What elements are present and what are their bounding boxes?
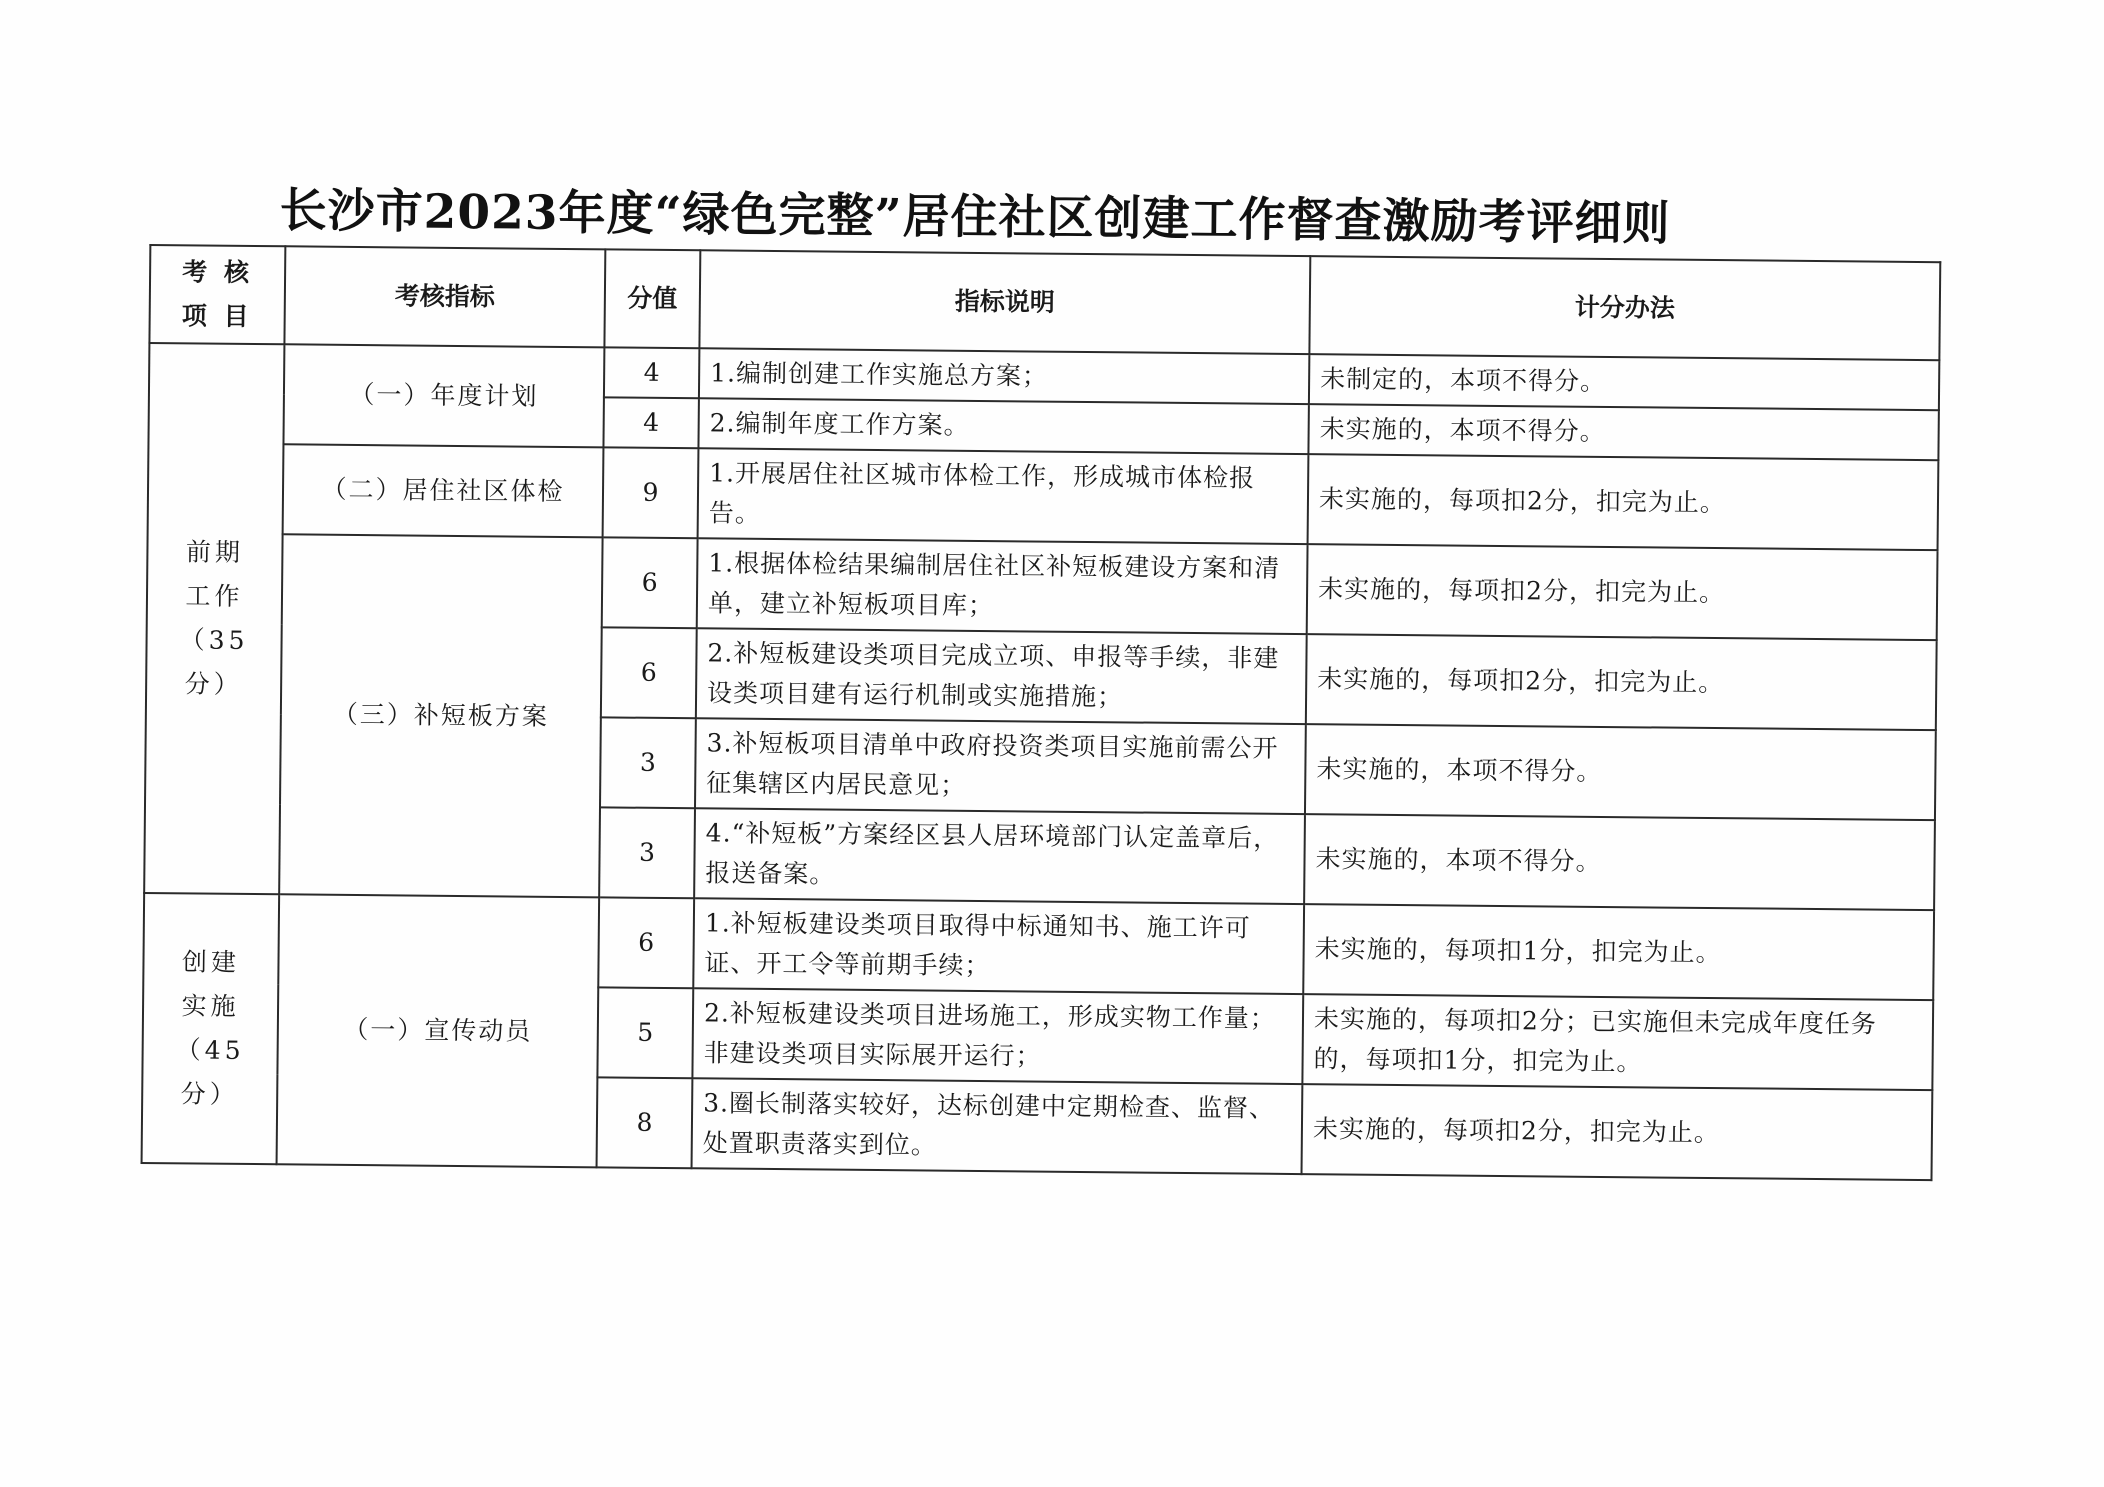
header-description: 指标说明 <box>699 250 1310 354</box>
description-cell: 2.补短板建设类项目完成立项、申报等手续，非建设类项目建有运行机制或实施措施； <box>696 628 1307 724</box>
method-cell: 未制定的，本项不得分。 <box>1309 354 1939 410</box>
description-cell: 3.圈长制落实较好，达标创建中定期检查、监督、处置职责落实到位。 <box>692 1078 1303 1174</box>
score-cell: 3 <box>600 717 696 808</box>
indicator-cell: （一）年度计划 <box>283 344 604 447</box>
score-cell: 5 <box>597 987 693 1078</box>
method-cell: 未实施的，每项扣2分，扣完为止。 <box>1302 1084 1933 1180</box>
score-cell: 4 <box>604 347 699 398</box>
method-cell: 未实施的，每项扣2分，扣完为止。 <box>1307 544 1938 640</box>
table-row <box>148 443 1939 550</box>
header-category: 考 核 项 目 <box>149 245 285 344</box>
category-cell: 前期 工作 （35分） <box>144 343 284 894</box>
score-cell: 6 <box>601 627 697 718</box>
description-cell: 1.根据体检结果编制居住社区补短板建设方案和清单，建立补短板项目库； <box>697 538 1308 634</box>
score-cell: 4 <box>603 397 698 448</box>
score-cell: 6 <box>598 897 694 988</box>
method-cell: 未实施的，每项扣2分，扣完为止。 <box>1308 454 1939 550</box>
header-score: 分值 <box>604 249 700 348</box>
header-method: 计分办法 <box>1309 256 1940 360</box>
indicator-cell: （三）补短板方案 <box>279 534 602 897</box>
evaluation-table <box>141 244 1942 1181</box>
description-cell: 1.开展居住社区城市体检工作，形成城市体检报告。 <box>698 448 1309 544</box>
document-title: 长沙市2023年度“绿色完整”居住社区创建工作督查激励考评细则 <box>279 183 1671 252</box>
method-cell: 未实施的，每项扣2分，扣完为止。 <box>1306 634 1937 730</box>
method-cell: 未实施的，本项不得分。 <box>1308 404 1938 460</box>
method-cell: 未实施的，本项不得分。 <box>1304 814 1935 910</box>
score-cell: 8 <box>597 1077 693 1168</box>
description-cell: 1.补短板建设类项目取得中标通知书、施工许可证、开工令等前期手续； <box>693 898 1304 994</box>
category-cell: 创建 实施 （45分） <box>142 893 280 1164</box>
indicator-cell: （二）居住社区体检 <box>283 444 604 537</box>
table-row <box>143 893 1934 1000</box>
description-cell: 3.补短板项目清单中政府投资类项目实施前需公开征集辖区内居民意见； <box>695 718 1306 814</box>
score-cell: 9 <box>603 447 699 538</box>
description-cell: 1.编制创建工作实施总方案； <box>699 348 1309 404</box>
method-cell: 未实施的，每项扣1分，扣完为止。 <box>1303 904 1934 1000</box>
table-row <box>147 533 1938 640</box>
table-header-row <box>149 245 1940 360</box>
description-cell: 2.编制年度工作方案。 <box>698 398 1308 454</box>
method-cell: 未实施的，每项扣2分；已实施但未完成年度任务的，每项扣1分，扣完为止。 <box>1302 994 1933 1090</box>
description-cell: 2.补短板建设类项目进场施工，形成实物工作量；非建设类项目实际展开运行； <box>692 988 1303 1084</box>
indicator-cell: （一）宣传动员 <box>277 894 600 1167</box>
header-indicator: 考核指标 <box>284 246 605 347</box>
score-cell: 6 <box>602 537 698 628</box>
score-cell: 3 <box>599 807 695 898</box>
document-body <box>141 180 1940 1181</box>
description-cell: 4.“补短板”方案经区县人居环境部门认定盖章后，报送备案。 <box>694 808 1305 904</box>
method-cell: 未实施的，本项不得分。 <box>1305 724 1936 820</box>
